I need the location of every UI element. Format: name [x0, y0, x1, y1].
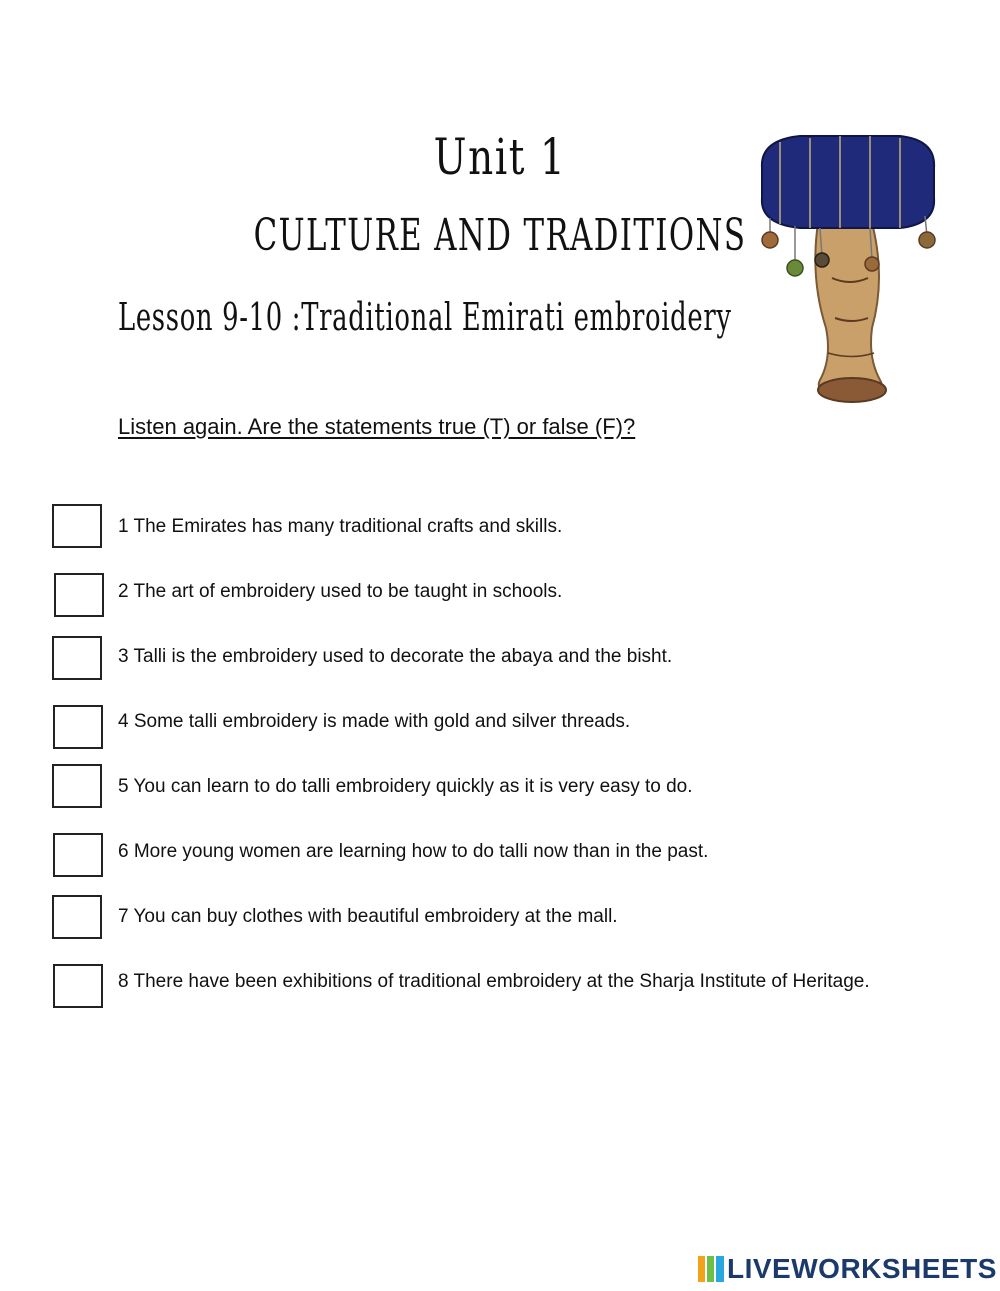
- embroidery-stand-image: [740, 128, 940, 408]
- answer-box-3[interactable]: [52, 636, 102, 680]
- liveworksheets-brand: LIVEWORKSHEETS: [727, 1253, 997, 1284]
- answer-box-2[interactable]: [54, 573, 104, 617]
- question-text-5: 5 You can learn to do talli embroidery quickly as it is very easy to do.: [118, 776, 693, 797]
- question-text-1: 1 The Emirates has many traditional crafts and skills.: [118, 516, 563, 537]
- question-text-3: 3 Talli is the embroidery used to decorate the abaya and the bisht.: [118, 646, 673, 667]
- question-text-8: 8 There have been exhibitions of traditional embroidery at the Sharja Institute of Heritage.: [118, 971, 870, 992]
- unit-title: Unit 1: [433, 128, 567, 186]
- answer-box-4[interactable]: [53, 705, 103, 749]
- question-text-7: 7 You can buy clothes with beautiful embroidery at the mall.: [118, 906, 618, 927]
- answer-box-6[interactable]: [53, 833, 103, 877]
- unit-subtitle: CULTURE AND TRADITIONS: [253, 210, 747, 261]
- answer-box-5[interactable]: [52, 764, 102, 808]
- instruction-text: Listen again. Are the statements true (T) or false (F)?: [118, 414, 636, 439]
- answer-box-7[interactable]: [52, 895, 102, 939]
- question-text-2: 2 The art of embroidery used to be taught in schools.: [118, 581, 563, 602]
- answer-box-8[interactable]: [53, 964, 103, 1008]
- lesson-title: Lesson 9-10 :Traditional Emirati embroidery: [118, 295, 732, 339]
- question-text-4: 4 Some talli embroidery is made with gold and silver threads.: [118, 711, 631, 732]
- liveworksheets-logo: [698, 1254, 997, 1284]
- answer-box-1[interactable]: [52, 504, 102, 548]
- question-text-6: 6 More young women are learning how to do talli now than in the past.: [118, 841, 709, 862]
- liveworksheets-logo-icon: [698, 1256, 724, 1282]
